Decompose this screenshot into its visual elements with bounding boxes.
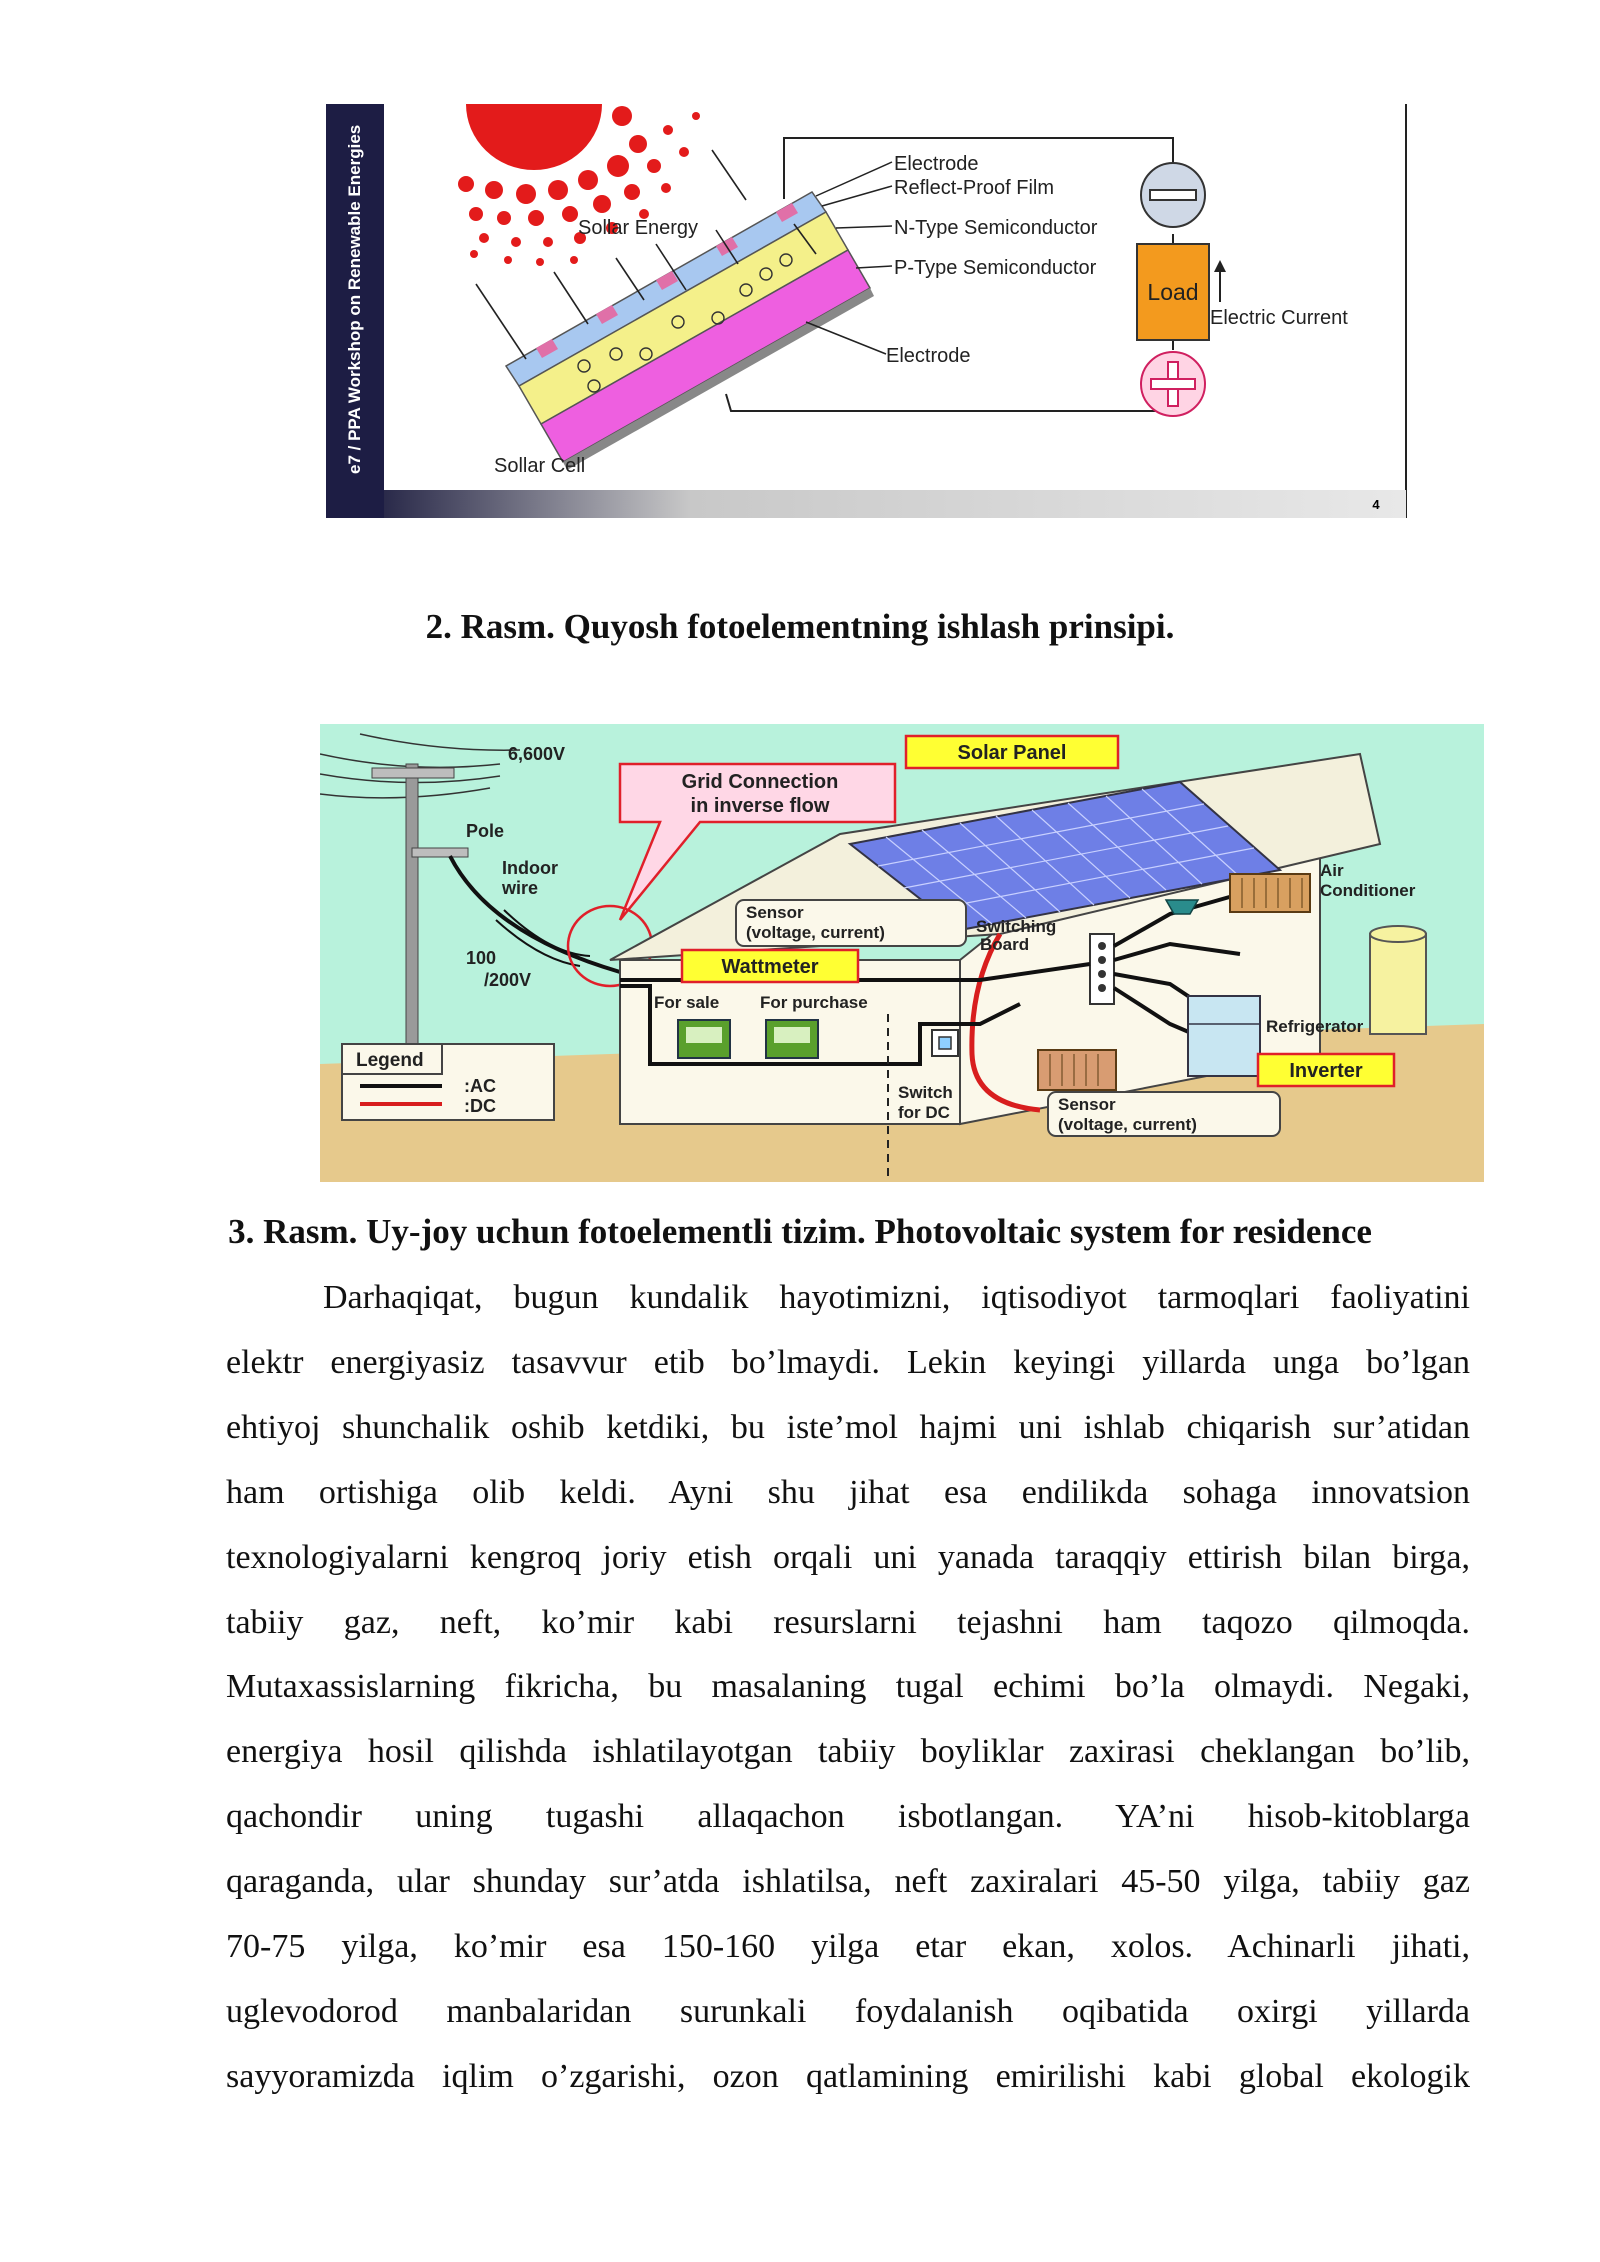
air-conditioner-label-2: Conditioner <box>1320 881 1416 900</box>
slide-page-number: 4 <box>1372 497 1380 512</box>
electric-current-label: Electric Current <box>1210 307 1348 329</box>
sensor-top-label-2: (voltage, current) <box>746 923 885 942</box>
voltage-high-label: 6,600V <box>508 744 566 764</box>
body-line: ham ortishiga olib keldi. Ayni shu jihat esa endilikda sohaga innovatsion <box>226 1473 1470 1511</box>
sensor-top-label-1: Sensor <box>746 903 804 922</box>
reflect-film-label: Reflect-Proof Film <box>894 177 1055 199</box>
switching-board-icon <box>1090 934 1114 1004</box>
refrigerator-icon <box>1188 996 1260 1076</box>
body-line: elektr energiyasiz tasavvur etib bo’lmaydi. Lekin keyingi yillarda unga bo’lgan <box>226 1343 1470 1381</box>
solar-cell-label: Sollar Cell <box>494 455 586 477</box>
figure-solar-cell-principle <box>326 104 1410 520</box>
figure-3-caption: 3. Rasm. Uy-joy uchun fotoelementli tizim. Photovoltaic system for residence <box>228 1212 1372 1251</box>
switching-board-label-2: Board <box>980 935 1030 954</box>
grid-connection-label-1: Grid Connection <box>681 771 839 793</box>
sensor-bottom-label-1: Sensor <box>1058 1095 1116 1114</box>
side-banner-text: e7 / PPA Workshop on Renewable Energies <box>345 124 364 474</box>
pole-transformer-arm <box>412 848 468 857</box>
indoor-wire-label-2: wire <box>502 878 539 898</box>
electrode-top-label: Electrode <box>894 153 979 175</box>
body-line: qachondir uning tugashi allaqachon isbotlangan. YA’ni hisob-kitoblarga <box>226 1798 1470 1836</box>
wattmeter-label: Wattmeter <box>721 956 819 978</box>
solar-cell-diagram <box>326 104 1410 520</box>
voltage-low-label-2: /200V <box>484 970 532 990</box>
water-tank-icon <box>1370 934 1426 1034</box>
pole-label: Pole <box>466 821 505 841</box>
sensor-bottom-label-2: (voltage, current) <box>1058 1115 1197 1134</box>
body-line: qaraganda, ular shunday sur’atda ishlatilsa, neft zaxiralari 45-50 yilga, tabiiy gaz <box>226 1863 1470 1901</box>
body-paragraph <box>226 1266 1470 2110</box>
electrode-bottom-label: Electrode <box>886 345 971 367</box>
legend-title: Legend <box>356 1050 424 1071</box>
body-line: 70-75 yilga, ko’mir esa 150-160 yilga etar ekan, xolos. Achinarli jihati, <box>226 1928 1470 1966</box>
body-line: uglevodorod manbalaridan surunkali foydalanish oqibatida oxirgi yillarda <box>226 1992 1470 2030</box>
air-conditioner-label-1: Air <box>1320 861 1344 880</box>
legend-ac-label: :AC <box>464 1076 496 1096</box>
for-purchase-label: For purchase <box>760 993 868 1012</box>
pv-system-diagram <box>320 724 1484 1182</box>
pole-crossarm <box>372 768 454 778</box>
load-label: Load <box>1147 279 1199 305</box>
body-line: sayyoramizda iqlim o’zgarishi, ozon qatlamining emirilishi kabi global ekologik <box>226 2057 1470 2095</box>
wattmeter-purchase-icon <box>766 1020 818 1058</box>
bottom-bar <box>384 490 1406 518</box>
p-type-label: P-Type Semiconductor <box>894 257 1097 279</box>
solar-energy-label: Sollar Energy <box>578 217 699 239</box>
refrigerator-label: Refrigerator <box>1266 1017 1364 1036</box>
solar-panel-label: Solar Panel <box>957 742 1067 764</box>
figure-2-caption: 2. Rasm. Quyosh fotoelementning ishlash prinsipi. <box>425 607 1175 646</box>
voltage-low-label-1: 100 <box>466 948 497 968</box>
utility-pole <box>406 764 418 1064</box>
switching-board-label-1: Switching <box>976 917 1057 936</box>
for-sale-label: For sale <box>654 993 720 1012</box>
wattmeter-sale-icon <box>678 1020 730 1058</box>
body-line: Darhaqiqat, bugun kundalik hayotimizni, iqtisodiyot tarmoqlari faoliyatini <box>323 1279 1470 1316</box>
switch-dc-label-2: for DC <box>898 1103 950 1122</box>
n-type-label: N-Type Semiconductor <box>894 217 1098 239</box>
grid-connection-label-2: in inverse flow <box>690 795 830 817</box>
figure-residential-pv-system <box>320 724 1484 1182</box>
body-line: texnologiyalarni kengroq joriy etish orqali uni yanada taraqqiy ettirish bilan birga, <box>226 1538 1470 1576</box>
body-line: energiya hosil qilishda ishlatilayotgan tabiiy boyliklar zaxirasi cheklangan bo’lib, <box>226 1733 1470 1771</box>
legend-dc-label: :DC <box>464 1096 496 1116</box>
indoor-wire-label-1: Indoor <box>502 858 558 878</box>
switch-dc-label-1: Switch <box>898 1083 953 1102</box>
body-line: ehtiyoj shunchalik oshib ketdiki, bu iste’mol hajmi uni ishlab chiqarish sur’atidan <box>226 1408 1470 1446</box>
body-line: Mutaxassislarning fikricha, bu masalaning tugal echimi bo’la olmaydi. Negaki, <box>226 1668 1470 1706</box>
body-line: tabiiy gaz, neft, ko’mir kabi resurslarni tejashni ham taqozo qilmoqda. <box>226 1603 1470 1641</box>
inverter-label: Inverter <box>1289 1060 1363 1082</box>
